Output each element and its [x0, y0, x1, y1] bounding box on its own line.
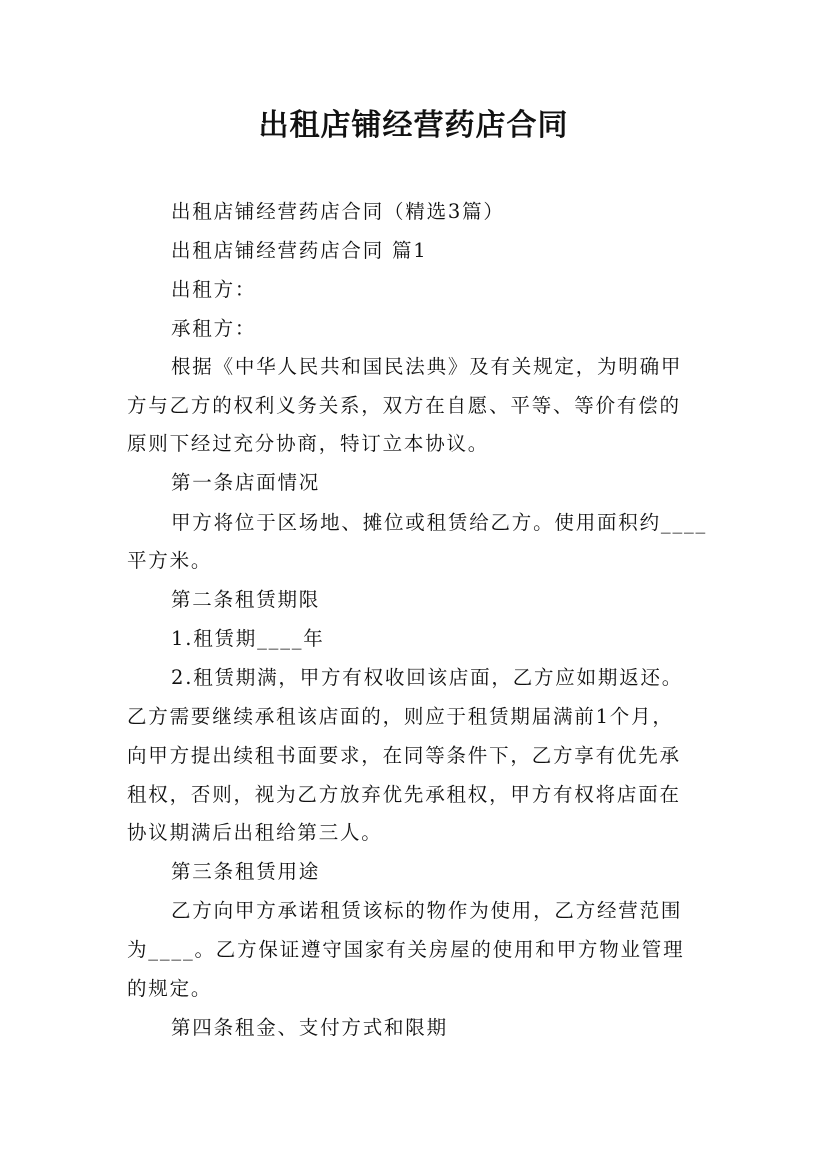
paragraph-line: 乙方需要继续承租该店面的，则应于租赁期届满前1个月，	[127, 705, 674, 728]
clause-heading: 第三条租赁用途	[171, 860, 321, 883]
paragraph-line: 租权，否则，视为乙方放弃优先承租权，甲方有权将店面在	[127, 783, 681, 806]
clause-heading: 第一条店面情况	[171, 471, 321, 494]
paragraph-line: 根据《中华人民共和国民法典》及有关规定，为明确甲	[171, 355, 683, 378]
paragraph-line: 平方米。	[127, 549, 213, 572]
subtitle-line: 出租店铺经营药店合同（精选3篇）	[171, 200, 505, 223]
clause-heading: 第二条租赁期限	[171, 588, 321, 611]
paragraph-line: 为____。乙方保证遵守国家有关房屋的使用和甲方物业管理	[127, 938, 685, 961]
paragraph-line: 的规定。	[127, 977, 213, 1000]
paragraph-line: 乙方向甲方承诺租赁该标的物作为使用，乙方经营范围	[171, 899, 683, 922]
lessor-line: 出租方：	[171, 278, 257, 301]
paragraph-line: 2.租赁期满，甲方有权收回该店面，乙方应如期返还。	[171, 666, 684, 689]
lessee-line: 承租方：	[171, 317, 257, 340]
clause-heading: 第四条租金、支付方式和限期	[171, 1016, 448, 1039]
paragraph-line: 方与乙方的权利义务关系，双方在自愿、平等、等价有偿的	[127, 394, 681, 417]
paragraph-line: 向甲方提出续租书面要求，在同等条件下，乙方享有优先承	[127, 744, 681, 767]
section-heading: 出租店铺经营药店合同 篇1	[171, 239, 428, 262]
document-title: 出租店铺经营药店合同	[258, 108, 569, 143]
paragraph-line: 甲方将位于区场地、摊位或租赁给乙方。使用面积约____	[171, 511, 708, 534]
paragraph-line: 原则下经过充分协商，特订立本协议。	[127, 432, 490, 455]
paragraph-line: 1.租赁期____年	[171, 627, 325, 650]
paragraph-line: 协议期满后出租给第三人。	[127, 821, 383, 844]
